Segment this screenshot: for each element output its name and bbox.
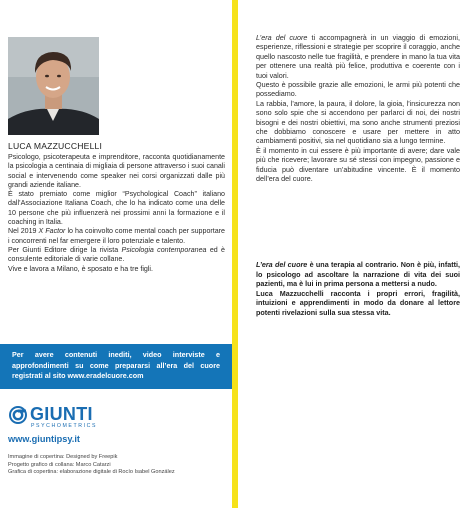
blurb-paragraph: L’era del cuore è una terapia al contrario. Non è più, infatti, lo psicologo ad ascoltare la narrazione di vita dei suoi pazienti, ma è lui in prima persona a mettersi a nudo.	[256, 260, 460, 288]
credit-line: Immagine di copertina: Designed by Freepik	[8, 454, 118, 460]
credit-line: Grafica di copertina: elaborazione digitale di Rocío Isabel González	[8, 469, 175, 476]
book-title: L’era del cuore	[256, 260, 308, 269]
show-name: X Factor	[38, 227, 66, 236]
cover-credits	[8, 454, 230, 477]
blurb-paragraph: Luca Mazzucchelli racconta i propri errori, fragilità, intuizioni e apprendimenti in modo da donare al lettore potenti rivelazioni sulla sua stessa vita.	[256, 288, 460, 317]
bio-paragraph: Vive e lavora a Milano, è sposato e ha tre figli.	[8, 264, 153, 273]
blurb-main	[256, 33, 460, 184]
blurb-paragraph: È il momento in cui essere è più importante di avere; dare vale più che ricevere; lavorare su sé stessi con impegno, passione e fiducia può diventare un’abitudine vincente. È il momento dell’era del cuore.	[256, 145, 460, 184]
author-name: LUCA MAZZUCCHELLI	[8, 141, 103, 151]
blurb-paragraph: Questo è possibile grazie alle emozioni, le armi più potenti che possediamo.	[256, 80, 460, 99]
publisher-logo-word: GIUNTI	[30, 404, 93, 424]
author-photo	[8, 37, 99, 135]
publisher-globe-icon	[8, 405, 28, 425]
blurb-highlight	[256, 260, 460, 317]
publisher-logo-subtitle: PSYCHOMETRICS	[31, 423, 98, 429]
blurb-paragraph: La rabbia, l’amore, la paura, il dolore, la gioia, l’insicurezza non sono solo spie che si accendono per parlarci di noi, dei nostri bisogni e dei nostri obiettivi, ma sono anche strumenti preziosi che dobbiamo conoscere e usare per mettere in atto cambiamenti positivi, sia nel quotidiano sia a lungo termine.	[256, 98, 460, 146]
bio-paragraph: Per Giunti Editore dirige la rivista Psicologia contemporanea ed è consulente editoriale di varie collane.	[8, 245, 226, 264]
bio-paragraph: È stato premiato come miglior “Psychological Coach” italiano dall’Associazione Italiana Coach, che lo ha indicato come una delle 10 persone che più influenzerà nei prossimi anni la formazione e il coaching in Italia.	[8, 190, 225, 227]
magazine-name: Psicologia contemporanea	[121, 245, 207, 254]
bio-paragraph: Nel 2019 X Factor lo ha coinvolto come mental coach per supportare i concorrenti nel far emergere il loro potenziale e talento.	[8, 227, 225, 245]
promo-banner	[0, 344, 232, 389]
publisher-website-link[interactable]: www.giuntipsy.it	[8, 434, 80, 444]
bio-paragraph: Psicologo, psicoterapeuta e imprenditore, racconta quotidianamente la psicologia a centinaia di migliaia di persone attraverso i suoi canali social e intervenendo come speaker nei corsi organizzati dalle più grandi aziende italiane.	[8, 153, 225, 189]
promo-text: Per avere contenuti inediti, video interviste e approfondimenti su come prepararsi all’era del cuore registrati al sito www.eradelcuore.com	[12, 350, 220, 380]
back-cover-right	[238, 0, 464, 508]
blurb-paragraph: L’era del cuore ti accompagnerà in un viaggio di emozioni, esperienze, riflessioni e strategie per scoprire il coraggio, anche quello nascosto nelle tue fragilità, e prendere in mano la tua vita per ottenere una realtà più felice, produttiva e coerente con i tuoi valori.	[256, 33, 460, 80]
credit-line: Progetto grafico di collana: Marco Catarzi	[8, 461, 111, 468]
publisher-logo	[8, 405, 128, 430]
author-bio	[8, 153, 225, 274]
author-portrait-image	[8, 37, 99, 135]
book-title: L’era del cuore	[256, 33, 308, 42]
